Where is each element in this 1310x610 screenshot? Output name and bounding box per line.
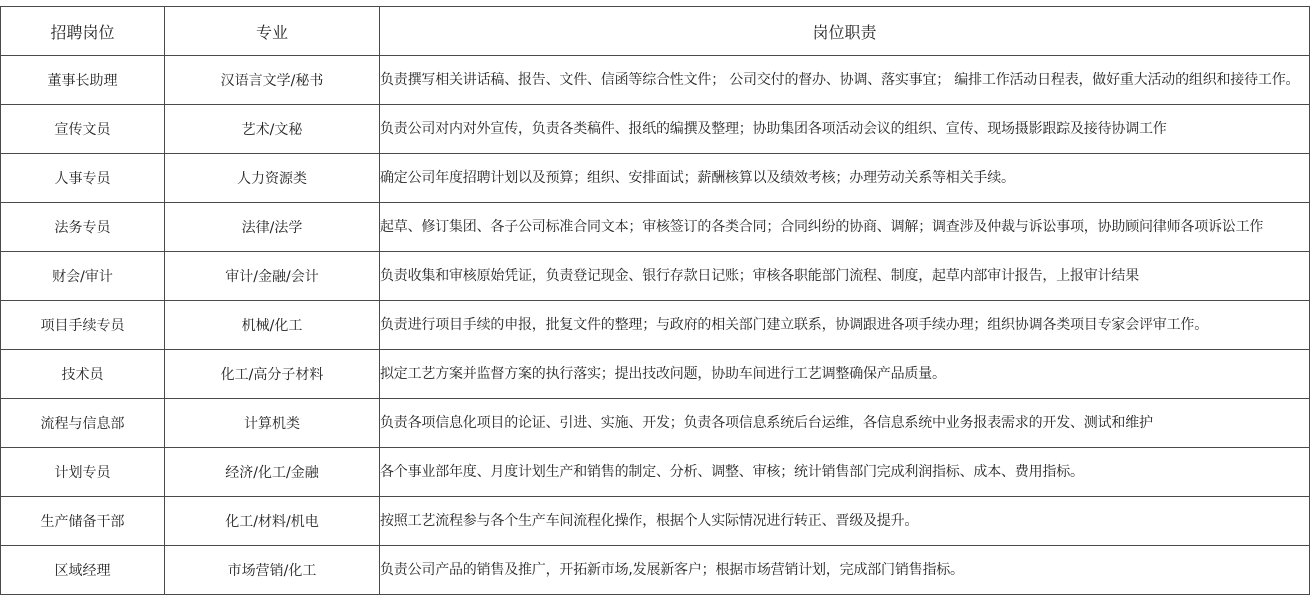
cell-duties: 负责公司对内对外宣传，负责各类稿件、报纸的编撰及整理；协助集团各项活动会议的组织、宣传、现场摄影跟踪及接待协调工作 bbox=[380, 105, 1310, 154]
cell-duties: 起草、修订集团、各子公司标准合同文本；审核签订的各类合同；合同纠纷的协商、调解；调查涉及仲裁与诉讼事项，协助顾问律师各项诉讼工作 bbox=[380, 203, 1310, 252]
cell-position: 计划专员 bbox=[1, 448, 165, 497]
cell-position: 宣传文员 bbox=[1, 105, 165, 154]
header-row bbox=[1, 7, 1310, 56]
cell-duties: 按照工艺流程参与各个生产车间流程化操作，根据个人实际情况进行转正、晋级及提升。 bbox=[380, 497, 1310, 546]
table-row bbox=[1, 546, 1310, 595]
table-row bbox=[1, 350, 1310, 399]
cell-major: 计算机类 bbox=[165, 399, 380, 448]
cell-major: 市场营销/化工 bbox=[165, 546, 380, 595]
cell-major: 经济/化工/金融 bbox=[165, 448, 380, 497]
table-row bbox=[1, 105, 1310, 154]
cell-duties: 各个事业部年度、月度计划生产和销售的制定、分析、调整、审核；统计销售部门完成利润指标、成本、费用指标。 bbox=[380, 448, 1310, 497]
table-row bbox=[1, 154, 1310, 203]
cell-major: 审计/金融/会计 bbox=[165, 252, 380, 301]
cell-major: 汉语言文学/秘书 bbox=[165, 56, 380, 105]
cell-duties: 负责进行项目手续的申报，批复文件的整理；与政府的相关部门建立联系，协调跟进各项手续办理；组织协调各类项目专家会评审工作。 bbox=[380, 301, 1310, 350]
cell-major: 化工/高分子材料 bbox=[165, 350, 380, 399]
cell-position: 财会/审计 bbox=[1, 252, 165, 301]
cell-major: 人力资源类 bbox=[165, 154, 380, 203]
cell-position: 区域经理 bbox=[1, 546, 165, 595]
cell-position: 技术员 bbox=[1, 350, 165, 399]
cell-duties: 负责撰写相关讲话稿、报告、文件、信函等综合性文件； 公司交付的督办、协调、落实事宜； 编排工作活动日程表，做好重大活动的组织和接待工作。 bbox=[380, 56, 1310, 105]
table-row bbox=[1, 301, 1310, 350]
cell-duties: 负责各项信息化项目的论证、引进、实施、开发；负责各项信息系统后台运维，各信息系统中业务报表需求的开发、测试和维护 bbox=[380, 399, 1310, 448]
cell-position: 流程与信息部 bbox=[1, 399, 165, 448]
table-row bbox=[1, 399, 1310, 448]
cell-duties: 确定公司年度招聘计划以及预算；组织、安排面试；薪酬核算以及绩效考核；办理劳动关系等相关手续。 bbox=[380, 154, 1310, 203]
table-row bbox=[1, 56, 1310, 105]
cell-major: 化工/材料/机电 bbox=[165, 497, 380, 546]
cell-position: 法务专员 bbox=[1, 203, 165, 252]
cell-position: 项目手续专员 bbox=[1, 301, 165, 350]
header-major: 专业 bbox=[165, 7, 380, 56]
cell-major: 机械/化工 bbox=[165, 301, 380, 350]
table-row bbox=[1, 203, 1310, 252]
header-position: 招聘岗位 bbox=[1, 7, 165, 56]
cell-position: 生产储备干部 bbox=[1, 497, 165, 546]
cell-position: 董事长助理 bbox=[1, 56, 165, 105]
cell-position: 人事专员 bbox=[1, 154, 165, 203]
header-duties: 岗位职责 bbox=[380, 7, 1310, 56]
recruitment-table bbox=[0, 6, 1310, 595]
cell-duties: 负责公司产品的销售及推广，开拓新市场,发展新客户；根据市场营销计划，完成部门销售指标。 bbox=[380, 546, 1310, 595]
table-row bbox=[1, 252, 1310, 301]
cell-major: 法律/法学 bbox=[165, 203, 380, 252]
cell-duties: 拟定工艺方案并监督方案的执行落实；提出技改问题，协助车间进行工艺调整确保产品质量。 bbox=[380, 350, 1310, 399]
cell-major: 艺术/文秘 bbox=[165, 105, 380, 154]
table-row bbox=[1, 497, 1310, 546]
cell-duties: 负责收集和审核原始凭证，负责登记现金、银行存款日记账；审核各职能部门流程、制度，起草内部审计报告，上报审计结果 bbox=[380, 252, 1310, 301]
table-row bbox=[1, 448, 1310, 497]
